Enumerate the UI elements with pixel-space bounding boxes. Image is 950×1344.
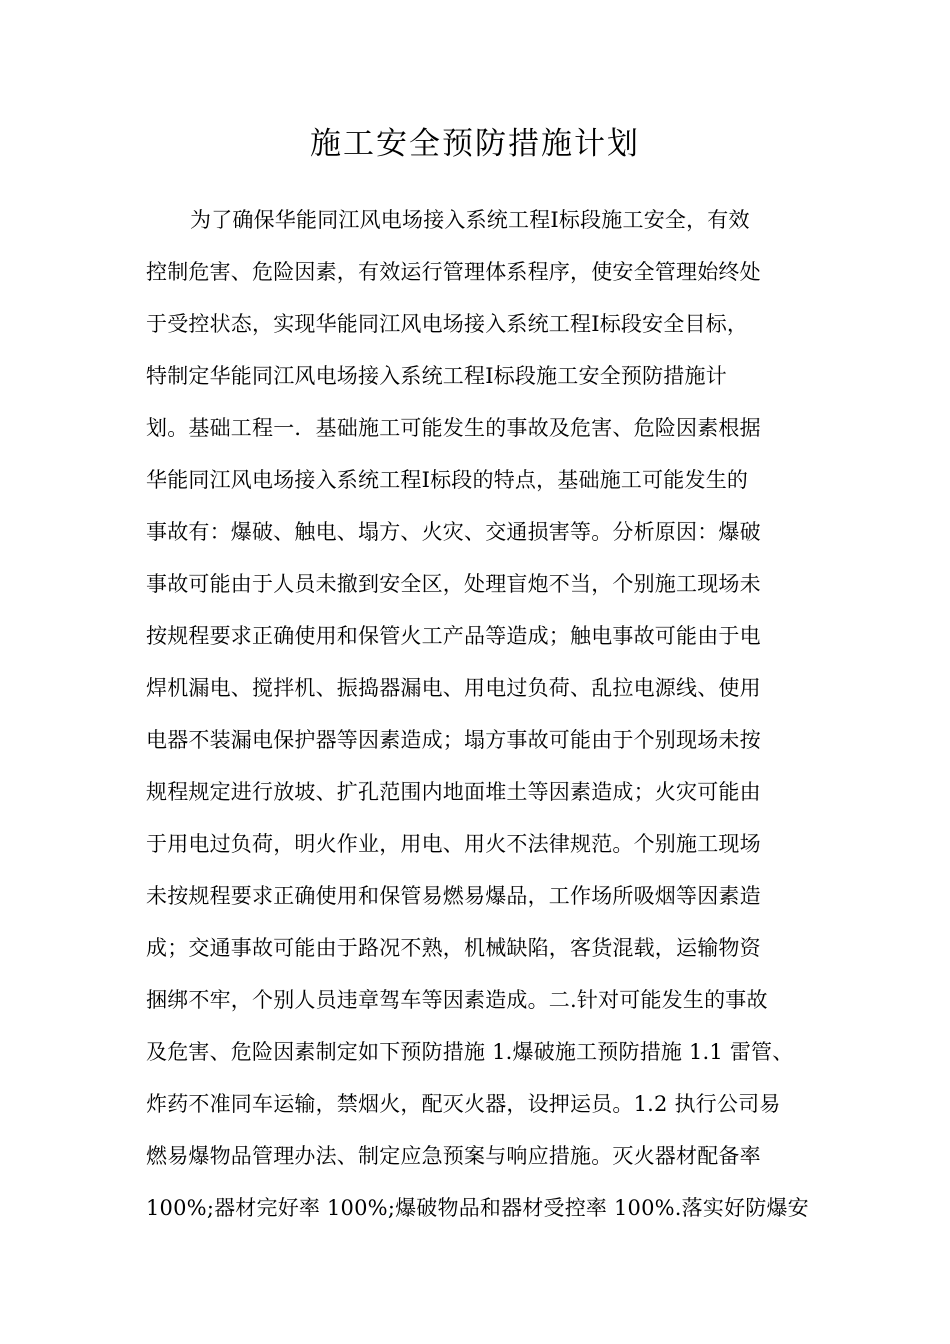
document-body (146, 194, 809, 1234)
paragraph-line: 于受控状态，实现华能同江风电场接入系统工程Ⅰ标段安全目标， (146, 312, 749, 336)
paragraph-line: 未按规程要求正确使用和保管易燃易爆品，工作场所吸烟等因素造 (146, 884, 761, 908)
paragraph-line: 规程规定进行放坡、扩孔范围内地面堆土等因素造成；火灾可能由 (146, 780, 761, 804)
paragraph-line: 为了确保华能同江风电场接入系统工程Ⅰ标段施工安全，有效 (190, 208, 750, 232)
document-title: 施工安全预防措施计划 (310, 126, 640, 162)
paragraph-line: 及危害、危险因素制定如下预防措施 1.爆破施工预防措施 1.1 雷管、 (146, 1040, 794, 1064)
paragraph-line: 事故有：爆破、触电、塌方、火灾、交通损害等。分析原因：爆破 (146, 520, 761, 544)
paragraph-line: 电器不装漏电保护器等因素造成；塌方事故可能由于个别现场未按 (146, 728, 761, 752)
paragraph-line: 100%;器材完好率 100%;爆破物品和器材受控率 100%.落实好防爆安 (146, 1196, 809, 1220)
paragraph-line: 焊机漏电、搅拌机、振捣器漏电、用电过负荷、乱拉电源线、使用 (146, 676, 761, 700)
paragraph-line: 按规程要求正确使用和保管火工产品等造成；触电事故可能由于电 (146, 624, 761, 648)
paragraph-line: 捆绑不牢，个别人员违章驾车等因素造成。二.针对可能发生的事故 (146, 988, 768, 1012)
paragraph-line: 华能同江风电场接入系统工程Ⅰ标段的特点，基础施工可能发生的 (146, 468, 749, 492)
paragraph-line: 成；交通事故可能由于路况不熟，机械缺陷，客货混载，运输物资 (146, 936, 761, 960)
paragraph-line: 燃易爆物品管理办法、制定应急预案与响应措施。灭火器材配备率 (146, 1144, 761, 1168)
paragraph-line: 炸药不准同车运输，禁烟火，配灭火器，设押运员。1.2 执行公司易 (146, 1092, 781, 1116)
paragraph-line: 事故可能由于人员未撤到安全区，处理盲炮不当，个别施工现场未 (146, 572, 761, 596)
paragraph-line: 控制危害、危险因素，有效运行管理体系程序，使安全管理始终处 (146, 260, 761, 284)
paragraph-line: 于用电过负荷，明火作业，用电、用火不法律规范。个别施工现场 (146, 832, 761, 856)
paragraph-line: 特制定华能同江风电场接入系统工程Ⅰ标段施工安全预防措施计 (146, 364, 727, 388)
paragraph-line: 划。基础工程一．基础施工可能发生的事故及危害、危险因素根据 (146, 416, 761, 440)
